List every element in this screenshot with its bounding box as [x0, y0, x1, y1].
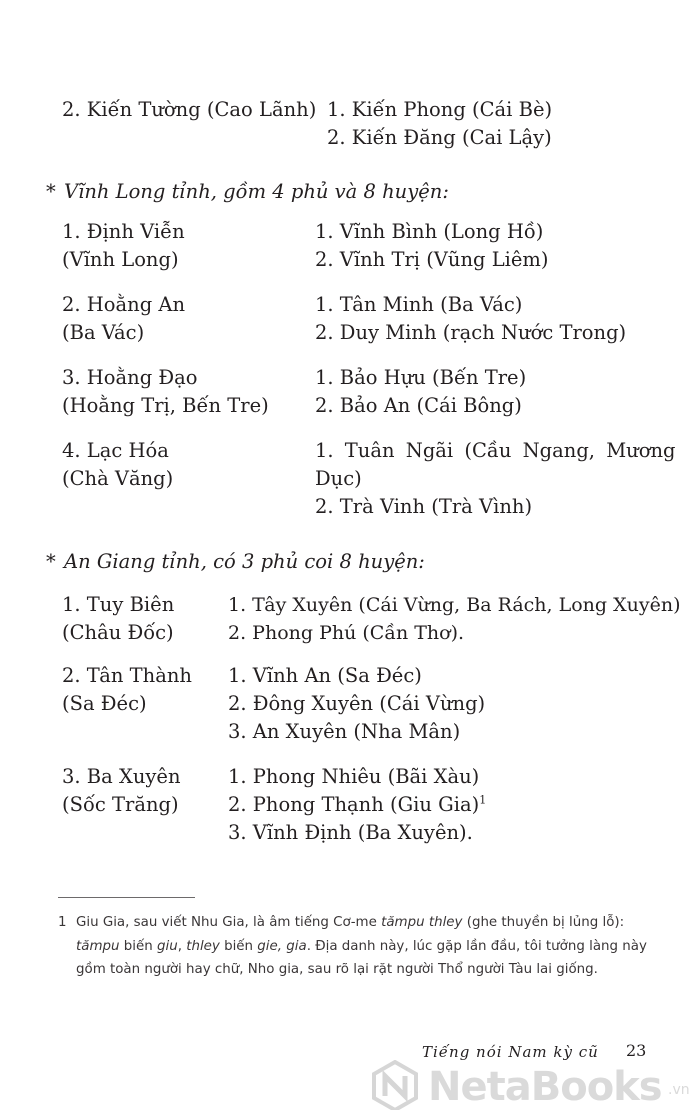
footnote-italic: gie, gia — [257, 938, 307, 954]
phu-name: 3. Hoằng Đạo — [62, 366, 198, 389]
footnote — [58, 911, 658, 982]
huyen-item-with-footnote — [228, 791, 486, 819]
huyen-item-continued: Dục) — [315, 467, 362, 490]
huyen-list-lac-hoa — [315, 437, 676, 521]
page-number: 23 — [626, 1041, 647, 1060]
entry-right-line: 2. Kiến Đăng (Cai Lậy) — [327, 126, 552, 149]
huyen-item: 2. Duy Minh (rạch Nước Trong) — [315, 321, 627, 344]
footnote-part: biến — [219, 938, 258, 954]
phu-name: 1. Tuy Biên — [62, 593, 175, 616]
phu-name: 1. Định Viễn — [62, 220, 185, 243]
huyen-item: 2. Vĩnh Trị (Vũng Liêm) — [315, 248, 549, 271]
huyen-item: 3. Vĩnh Định (Ba Xuyên). — [228, 821, 473, 844]
phu-name: 4. Lạc Hóa — [62, 439, 169, 462]
phu-location: (Hoằng Trị, Bến Tre) — [62, 394, 269, 417]
footnote-number: 1 — [58, 915, 67, 930]
huyen-item: 2. Trà Vinh (Trà Vình) — [315, 495, 533, 518]
footnote-part: , — [177, 938, 187, 954]
huyen-item: 2. Bảo An (Cái Bông) — [315, 394, 522, 417]
huyen-item: 1. Tân Minh (Ba Vác) — [315, 293, 523, 316]
phu-location: (Ba Vác) — [62, 321, 145, 344]
phu-location: (Sa Đéc) — [62, 692, 147, 715]
footnote-italic: giu — [156, 938, 178, 954]
phu-ba-xuyen — [62, 763, 181, 819]
phu-location: (Sốc Trăng) — [62, 793, 179, 816]
watermark — [370, 1060, 690, 1116]
watermark-tld: .vn — [668, 1082, 690, 1098]
footnote-italic: tămpu thley — [381, 915, 463, 930]
phu-hoang-dao — [62, 364, 269, 420]
huyen-list-tan-thanh — [228, 662, 485, 746]
footnote-part: Giu Gia, sau viết Nhu Gia, là âm tiếng Cơ-me — [76, 915, 382, 930]
section-bullet: * — [46, 550, 56, 573]
phu-tuy-bien — [62, 591, 174, 647]
huyen-item: 3. An Xuyên (Nha Mân) — [228, 720, 461, 743]
footnote-italic: tămpu — [76, 938, 120, 954]
watermark-brand: NetaBooks — [428, 1064, 662, 1110]
huyen-item: 1. Vĩnh An (Sa Đéc) — [228, 664, 422, 687]
huyen-item: 2. Đông Xuyên (Cái Vừng) — [228, 692, 486, 715]
phu-tan-thanh — [62, 662, 192, 718]
phu-location: (Châu Đốc) — [62, 621, 174, 644]
netabooks-logo-icon — [370, 1060, 420, 1110]
section-heading-vinh-long — [46, 178, 449, 206]
phu-name: 2. Tân Thành — [62, 664, 192, 687]
footnote-italic: thley — [186, 938, 220, 954]
phu-lac-hoa — [62, 437, 173, 493]
phu-dinh-vien — [62, 218, 185, 274]
entry-left-line: 2. Kiến Tường (Cao Lãnh) — [62, 98, 317, 121]
huyen-item-text: 2. Phong Thạnh (Giu Gia) — [228, 793, 480, 816]
huyen-item: 1. Tây Xuyên (Cái Vừng, Ba Rách, Long Xuyên) — [228, 594, 681, 616]
running-footer-title: Tiếng nói Nam kỳ cũ — [422, 1043, 599, 1061]
phu-location: (Vĩnh Long) — [62, 248, 179, 271]
section-title: An Giang tỉnh, có 3 phủ coi 8 huyện: — [64, 550, 425, 573]
phu-location: (Chà Văng) — [62, 467, 174, 490]
huyen-item: 1. Vĩnh Bình (Long Hồ) — [315, 220, 544, 243]
entry-kien-tuong-huyen — [327, 96, 552, 152]
section-title: Vĩnh Long tỉnh, gồm 4 phủ và 8 huyện: — [64, 180, 449, 203]
huyen-list-ba-xuyen — [228, 763, 486, 847]
huyen-item: 1. Bảo Hựu (Bến Tre) — [315, 366, 527, 389]
huyen-list-hoang-an — [315, 291, 626, 347]
footnote-part: biến — [119, 938, 157, 954]
huyen-item: 1. Phong Nhiêu (Bãi Xàu) — [228, 765, 480, 788]
section-heading-an-giang — [46, 548, 425, 576]
huyen-item: 1. Tuân Ngãi (Cầu Ngang, Mương — [315, 439, 676, 462]
huyen-list-tuy-bien — [228, 591, 680, 647]
huyen-item: 2. Phong Phú (Cần Thơ). — [228, 622, 465, 644]
entry-kien-tuong-phu — [62, 96, 316, 124]
phu-name: 3. Ba Xuyên — [62, 765, 181, 788]
entry-right-line: 1. Kiến Phong (Cái Bè) — [327, 98, 553, 121]
phu-hoang-an — [62, 291, 185, 347]
footnote-part: . Địa danh này, lúc gặp lần đầu, tôi tưởng làng này gồm toàn người hay chữ, Nho gia, sau rõ lại rặt người Thổ người Tàu lai giống. — [76, 938, 647, 977]
phu-name: 2. Hoằng An — [62, 293, 186, 316]
section-bullet: * — [46, 180, 56, 203]
huyen-list-hoang-dao — [315, 364, 526, 420]
footnote-part: (ghe thuyền bị lủng lỗ): — [462, 915, 625, 930]
footnote-divider — [58, 897, 195, 898]
footnote-text — [76, 911, 658, 982]
footnote-marker[interactable]: 1 — [479, 793, 487, 807]
huyen-list-dinh-vien — [315, 218, 549, 274]
